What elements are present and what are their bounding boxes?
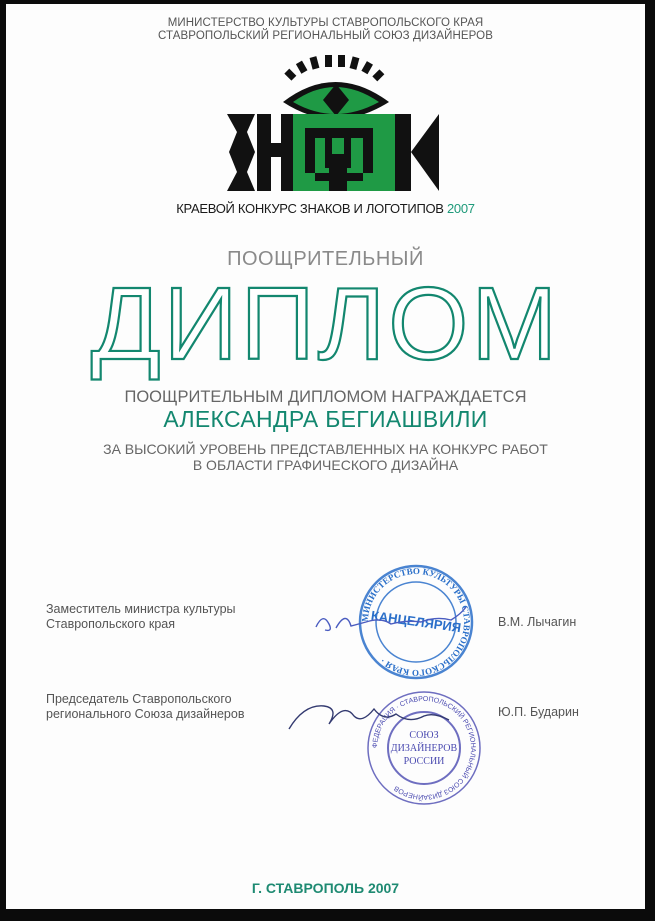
signatory-2-role: Председатель Ставропольского регионального Союза дизайнеров: [46, 692, 245, 721]
issuer-union: СТАВРОПОЛЬСКИЙ РЕГИОНАЛЬНЫЙ СОЮЗ ДИЗАЙНЕРОВ: [158, 30, 493, 42]
svg-text:ФЕДЕРАЦИЯ · СТАВРОПОЛЬСКИЙ РЕГ: ФЕДЕРАЦИЯ · СТАВРОПОЛЬСКИЙ РЕГИОНАЛЬНЫЙ СОЮЗ ДИЗАЙНЕРОВ: [371, 695, 477, 801]
place-year: Г. СТАВРОПОЛЬ 2007: [251, 880, 400, 896]
awarded-line: ПООЩРИТЕЛЬНЫМ ДИПЛОМОМ НАГРАЖДАЕТСЯ: [124, 388, 527, 406]
signature-2: [284, 694, 454, 744]
signatory-1-role: Заместитель министра культуры Ставропольского края: [46, 602, 236, 631]
signature-1: [311, 602, 471, 642]
contest-name: КРАЕВОЙ КОНКУРС ЗНАКОВ И ЛОГОТИПОВ: [176, 201, 444, 216]
issuer-ministry: МИНИСТЕРСТВО КУЛЬТУРЫ СТАВРОПОЛЬСКОГО КРАЯ: [167, 17, 484, 29]
reason-line-2: В ОБЛАСТИ ГРАФИЧЕСКОГО ДИЗАЙНА: [192, 457, 459, 473]
diploma-sheet: [6, 4, 645, 909]
svg-text:РОССИИ: РОССИИ: [403, 756, 445, 767]
contest-year: 2007: [447, 201, 475, 216]
recipient-name: АЛЕКСАНДРА БЕГИАШВИЛИ: [163, 406, 488, 432]
contest-title: [6, 201, 645, 216]
svg-text:МИНИСТЕРСТВО КУЛЬТУРЫ СТАВРОПО: МИНИСТЕРСТВО КУЛЬТУРЫ СТАВРОПОЛЬСКОГО КРАЯ ·: [359, 565, 473, 679]
signatory-2-name: Ю.П. Бударин: [498, 705, 579, 719]
svg-text:КАНЦЕЛЯРИЯ: КАНЦЕЛЯРИЯ: [370, 607, 463, 636]
signatory-1-name: В.М. Лычагин: [498, 615, 577, 629]
svg-text:СОЮЗ: СОЮЗ: [409, 730, 439, 741]
reason-line-1: ЗА ВЫСОКИЙ УРОВЕНЬ ПРЕДСТАВЛЕННЫХ НА КОНКУРС РАБОТ: [103, 441, 548, 457]
svg-text:ДИЗАЙНЕРОВ: ДИЗАЙНЕРОВ: [390, 743, 458, 754]
diploma-kind: ПООЩРИТЕЛЬНЫЙ: [227, 248, 424, 270]
diploma-title: ДИПЛОМ: [90, 266, 561, 381]
znaki-eye-logo-icon: [225, 48, 445, 198]
